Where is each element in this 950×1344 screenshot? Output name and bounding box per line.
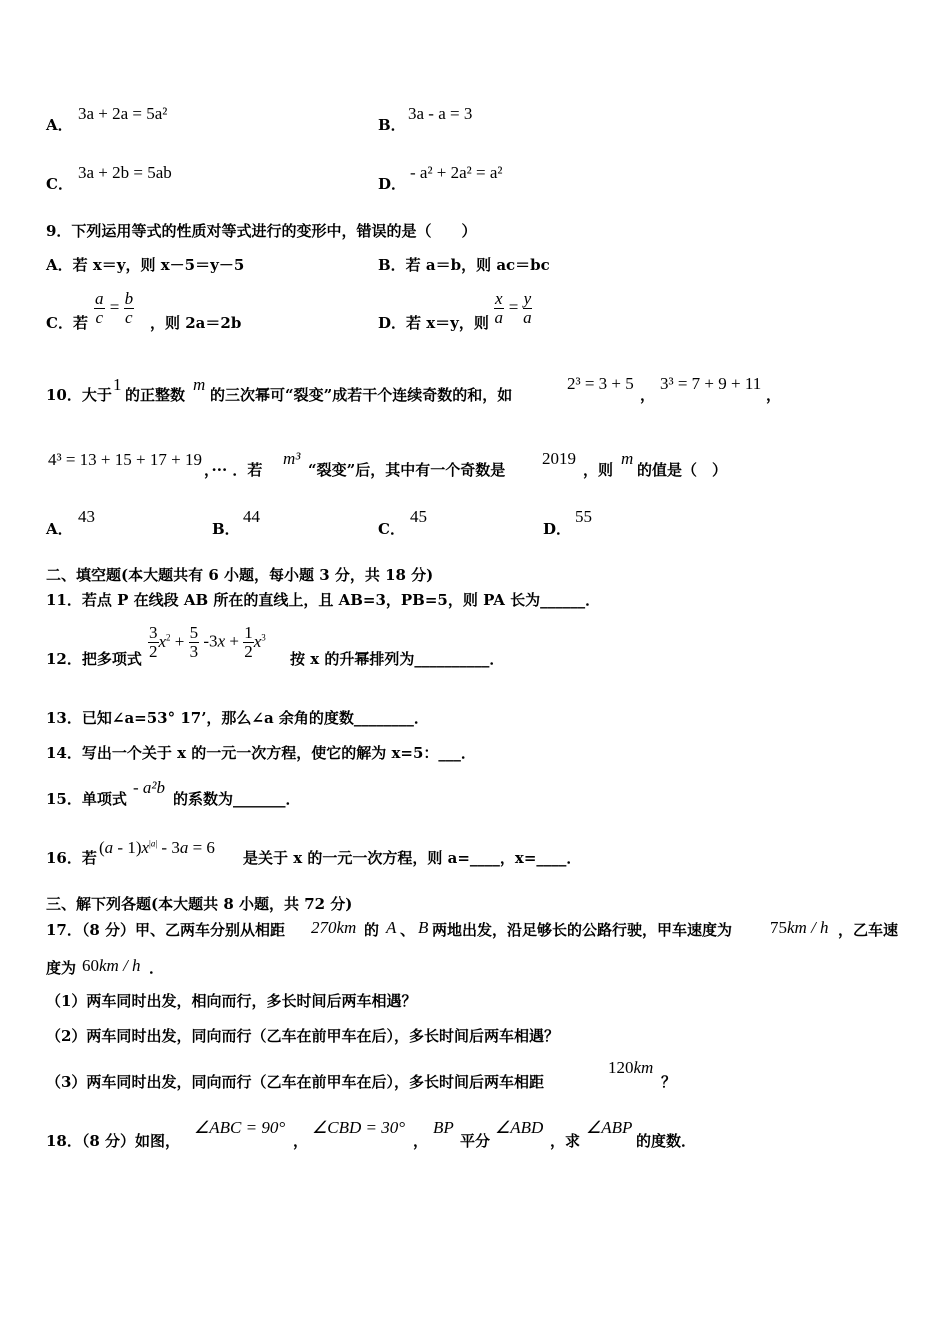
q10-example-3: 4³ = 13 + 15 + 17 + 19	[48, 450, 202, 469]
q10-option-d-label: D．	[543, 520, 572, 538]
q8-option-c-label: C．	[46, 175, 73, 193]
q10-line2-d: 的值是（ ）	[637, 461, 728, 479]
q10-line1-c: 的三次幂可“裂变”成若干个连续奇数的和，如	[210, 386, 513, 404]
q11: 11．若点 P 在线段 AB 所在的直线上，且 AB=3，PB=5，则 PA 长为______．	[46, 591, 601, 609]
q18-angle-abd: ∠ABD	[495, 1118, 544, 1137]
q17-line1-a: 17．（8 分）甲、乙两车分别从相距	[46, 921, 286, 939]
q17-line1-d: ，乙车速	[838, 921, 899, 939]
q9-option-b: B．若 a＝b，则 ac＝bc	[378, 256, 550, 274]
q10-comma-1: ，	[640, 386, 656, 404]
q10-option-d-value: 55	[575, 507, 592, 526]
q9-option-d-prefix: D．若 x＝y，则	[378, 314, 489, 332]
q10-m-cubed: m³	[283, 449, 301, 468]
q18-suffix: 的度数．	[636, 1132, 697, 1150]
section-3-heading: 三、解下列各题(本大题共 8 小题，共 72 分)	[46, 895, 353, 913]
q17-speed-1: 75km / h	[770, 918, 829, 937]
q8-option-d-expr: - a² + 2a² = a²	[410, 163, 503, 182]
q14: 14．写出一个关于 x 的一元一次方程，使它的解为 x=5：___．	[46, 744, 476, 762]
q8-option-b-expr: 3a - a = 3	[408, 104, 473, 123]
q17-separator: 、	[400, 921, 416, 939]
q10-option-b-value: 44	[243, 507, 260, 526]
q18-angle-abp: ∠ABP	[586, 1118, 633, 1137]
q17-line2-a: 度为	[46, 959, 77, 977]
q17-sub-3: （3）两车同时出发，同向而行（乙车在前甲车在后），多长时间后两车相距	[46, 1073, 544, 1091]
q17-distance: 270km	[311, 918, 357, 937]
q15-prefix: 15．单项式	[46, 790, 127, 808]
q16-equation: $(a - 1)x^{|a|} - 3a = 6$	[99, 838, 215, 857]
q17-line1-c: 两地出发，沿足够长的公路行驶，甲车速度为	[432, 921, 733, 939]
q18-bp: BP	[433, 1118, 454, 1137]
q9-option-c-prefix: C．若	[46, 314, 88, 332]
q12-suffix: 按 x 的升幂排列为__________．	[290, 650, 505, 668]
q10-m-2: m	[621, 449, 634, 468]
q18-find: ，求	[550, 1132, 581, 1150]
q18-comma-1: ，	[293, 1132, 309, 1150]
q9-option-c-fraction: $\frac{a}{c}$ = $\frac{b}{c}$	[95, 289, 134, 327]
q16-suffix: 是关于 x 的一元一次方程，则 a=____，x=____．	[243, 849, 582, 867]
q12-polynomial: $\frac{3}{2}$ $x^2$ + $\frac{5}{3}$ -3x + $\frac{1}{2}$ $x^3$	[149, 623, 266, 661]
q10-line2-a: ，··· ．若	[204, 461, 263, 479]
q10-example-1: 2³ = 3 + 5	[567, 374, 634, 393]
q17-sub-2: （2）两车同时出发，同向而行（乙车在前甲车在后），多长时间后两车相遇？	[46, 1027, 559, 1045]
q10-option-a-value: 43	[78, 507, 95, 526]
q18-comma-2: ，	[413, 1132, 429, 1150]
q10-line2-b: “裂变”后，其中有一个奇数是	[308, 461, 506, 479]
q10-line2-c: ，则	[583, 461, 614, 479]
q10-option-b-label: B．	[212, 520, 240, 538]
q17-point-a: A	[386, 918, 397, 937]
q16-prefix: 16．若	[46, 849, 97, 867]
q9-option-d-fraction: $\frac{x}{a}$ = $\frac{y}{a}$	[494, 289, 532, 327]
section-2-heading: 二、填空题(本大题共有 6 小题，每小题 3 分，共 18 分)	[46, 566, 434, 584]
q17-line1-b: 的	[364, 921, 380, 939]
q10-line1-b: 的正整数	[125, 386, 186, 404]
q10-comma-2: ，	[766, 386, 782, 404]
q18-angle-abc: ∠ABC = 90°	[194, 1118, 286, 1137]
q17-sub-1: （1）两车同时出发，相向而行，多长时间后两车相遇？	[46, 992, 417, 1010]
q17-line2-b: ．	[149, 959, 165, 977]
q10-year: 2019	[542, 449, 576, 468]
q10-example-2: 3³ = 7 + 9 + 11	[660, 374, 762, 393]
q18-prefix: 18．（8 分）如图，	[46, 1132, 181, 1150]
q10-option-c-label: C．	[378, 520, 405, 538]
q8-option-a-expr: 3a + 2a = 5a²	[78, 104, 168, 123]
q10-line1-a: 10．大于	[46, 386, 112, 404]
q10-option-c-value: 45	[410, 507, 427, 526]
q17-distance-2: 120km	[608, 1058, 654, 1077]
q8-option-d-label: D．	[378, 175, 407, 193]
q18-bisects: 平分	[460, 1132, 491, 1150]
q18-angle-cbd: ∠CBD = 30°	[312, 1118, 406, 1137]
q17-point-b: B	[418, 918, 429, 937]
q9-option-a: A．若 x＝y，则 x－5＝y－5	[46, 256, 245, 274]
q17-speed-2: 60km / h	[82, 956, 141, 975]
q15-suffix: 的系数为_______．	[173, 790, 301, 808]
q8-option-b-label: B．	[378, 116, 406, 134]
q8-option-a-label: A．	[46, 116, 73, 134]
q8-option-c-expr: 3a + 2b = 5ab	[78, 163, 172, 182]
q9-option-c-suffix: ，则 2a＝2b	[150, 314, 242, 332]
q15-monomial: - a²b	[133, 778, 166, 797]
q13: 13．已知∠a=53° 17’，那么∠a 余角的度数________．	[46, 709, 429, 727]
q9-stem: 9．下列运用等式的性质对等式进行的变形中，错误的是（ ）	[46, 222, 477, 240]
q17-sub-3-end: ？	[661, 1073, 677, 1091]
q10-option-a-label: A．	[46, 520, 73, 538]
q12-prefix: 12．把多项式	[46, 650, 142, 668]
q10-m: m	[193, 375, 206, 394]
q10-one: 1	[113, 375, 122, 394]
